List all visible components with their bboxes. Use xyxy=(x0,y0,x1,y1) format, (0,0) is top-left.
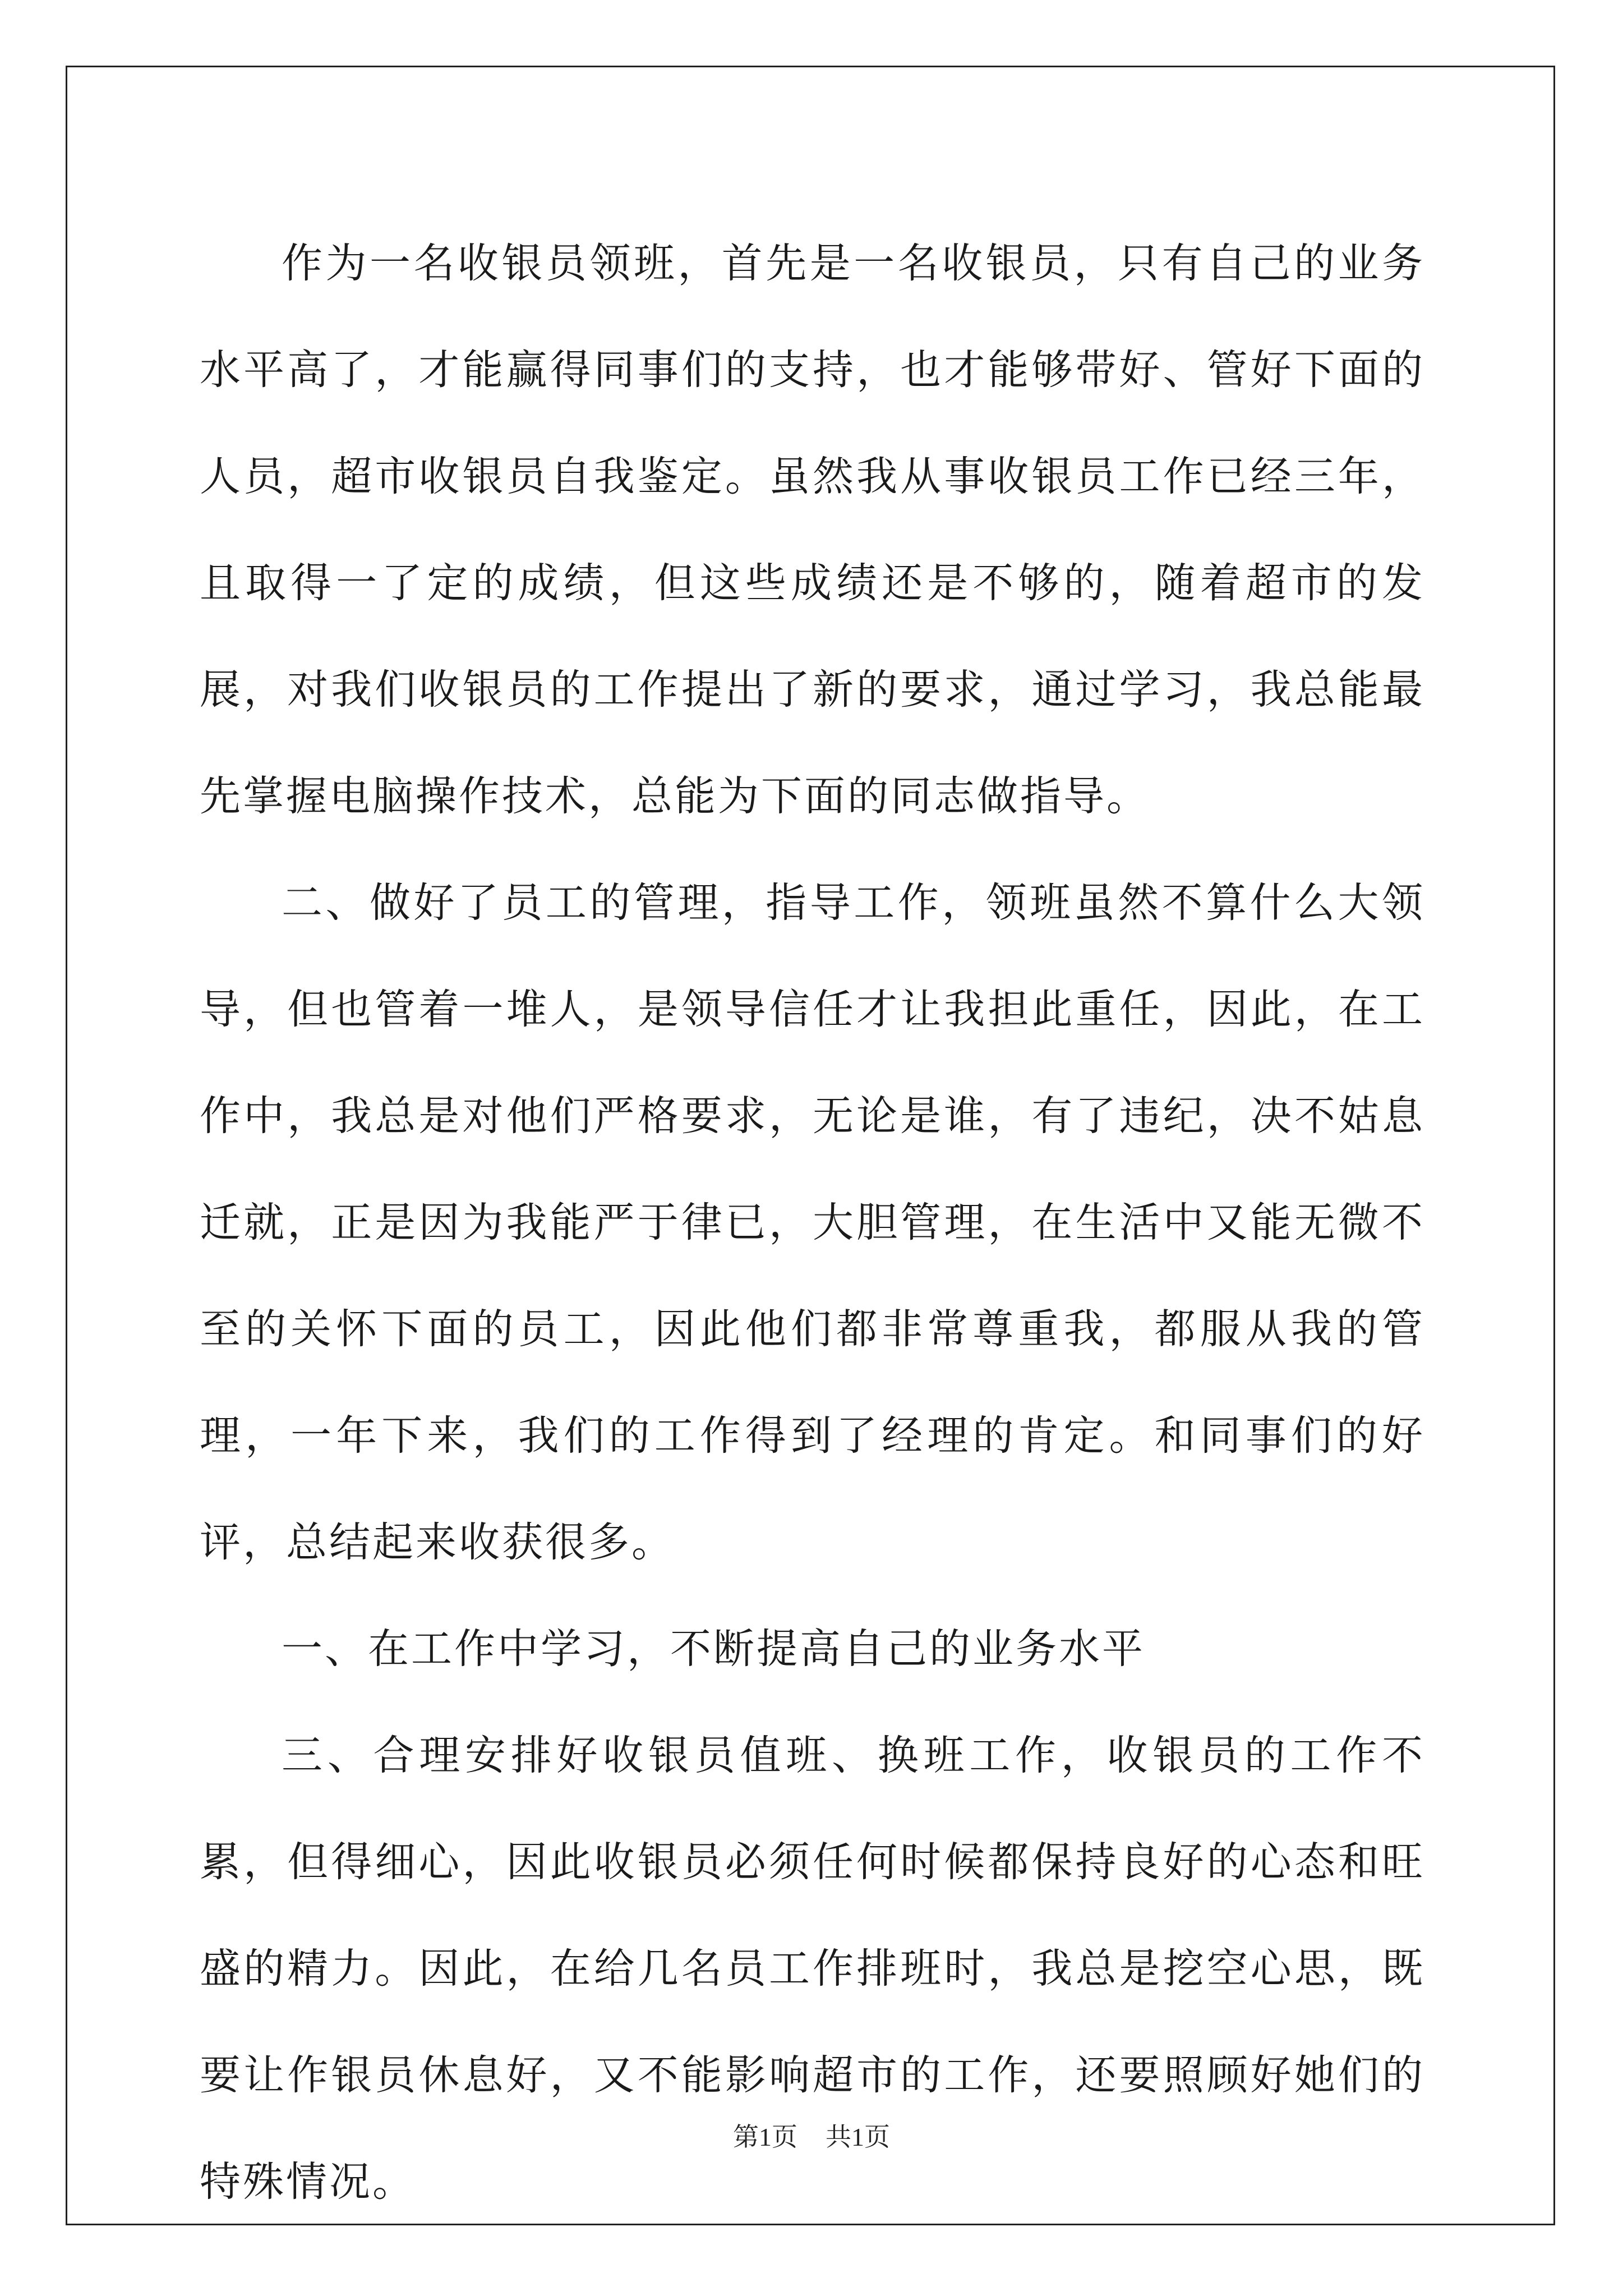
page-total: 共1页 xyxy=(826,2123,890,2151)
paragraph-3: 一、在工作中学习，不断提高自己的业务水平 xyxy=(282,1625,1145,1673)
document-body xyxy=(200,210,1425,2235)
paragraph-4: 三、合理安排好收银员值班、换班工作，收银员的工作不累，但得细心，因此收银员必须任何时候都保持良好的心态和旺盛的精力。因此，在给几名员工作排班时，我总是挖空心思，既要让作银员休息好，又不能影响超市的工作，还要照顾好她们的特殊情况。 xyxy=(200,1732,1425,2206)
page-footer xyxy=(0,2120,1623,2154)
paragraph-2: 二、做好了员工的管理，指导工作，领班虽然不算什么大领导，但也管着一堆人，是领导信任才让我担此重任，因此，在工作中，我总是对他们严格要求，无论是谁，有了违纪，决不姑息迁就，正是因为我能严于律已，大胆管理，在生活中又能无微不至的关怀下面的员工，因此他们都非常尊重我，都服从我的管理，一年下来，我们的工作得到了经理的肯定。和同事们的好评，总结起来收获很多。 xyxy=(200,879,1425,1566)
page-number: 第1页 xyxy=(733,2123,797,2151)
paragraph-1: 作为一名收银员领班，首先是一名收银员，只有自己的业务水平高了，才能赢得同事们的支持，也才能够带好、管好下面的人员，超市收银员自我鉴定。虽然我从事收银员工作已经三年，且取得一了定的成绩，但这些成绩还是不够的，随着超市的发展，对我们收银员的工作提出了新的要求，通过学习，我总能最先掌握电脑操作技术，总能为下面的同志做指导。 xyxy=(200,240,1425,820)
